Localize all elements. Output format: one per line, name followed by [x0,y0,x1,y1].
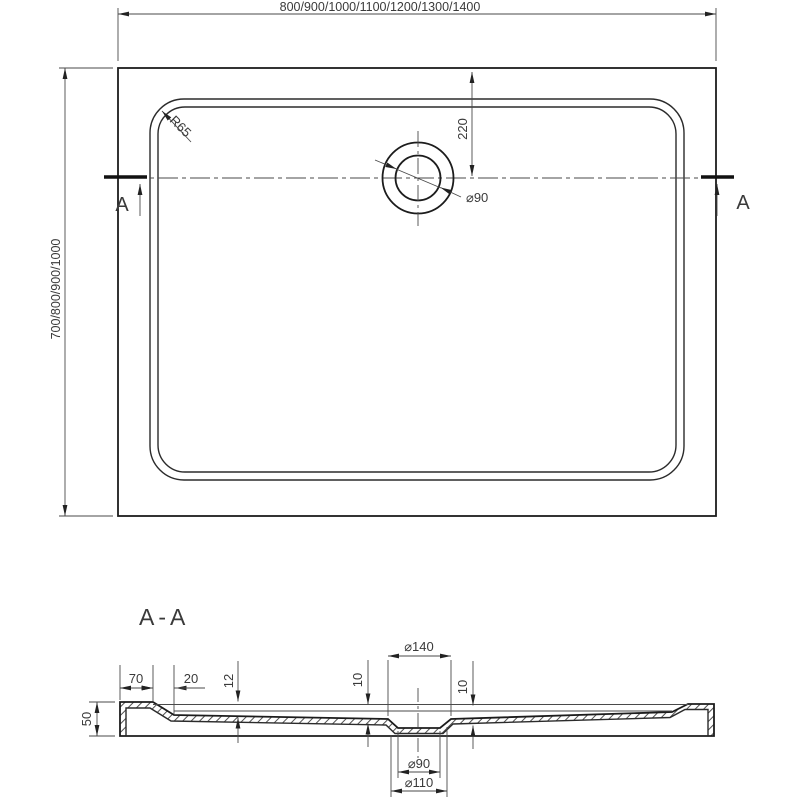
top-view [49,0,750,516]
section-title: A-A [139,604,190,630]
step-width-label: 20 [183,671,199,686]
rim-width-label: 70 [128,671,144,686]
corner-radius-label: R65 [166,112,195,140]
recess-top-label: ⌀140 [404,639,434,654]
section-letter-left: A [115,194,129,216]
drain-hole-label: ⌀90 [407,756,431,771]
drain-hole-dimension [398,731,440,778]
drain-offset-dimension [455,72,472,176]
width-dimension [118,0,716,61]
section-marker-right [701,177,750,216]
width-dimension-label: 800/900/1000/1100/1200/1300/1400 [279,0,481,14]
rim-depth-label: 12 [221,673,236,689]
section-letter-right: A [736,192,750,214]
basin-depth-left-dimension [350,660,368,747]
tray-outer-edge [118,68,716,516]
depth-dimension-label: 700/800/900/1000 [49,238,63,340]
drain-offset-label: 220 [455,118,470,140]
depth-dimension [49,68,113,516]
drain-diameter-leader [375,160,488,205]
section-view [79,604,714,797]
section-marker-left [104,177,147,216]
rim-depth-dimension [221,661,238,743]
rim-width-dimension [120,665,153,701]
recess-bottom-label: ⌀110 [404,775,434,790]
basin-depth-right-label: 10 [455,679,470,695]
tray-basin-bottom-edge [158,107,676,472]
corner-radius-leader [162,111,194,142]
drain-diameter-label: ⌀90 [466,190,489,205]
side-height-label: 50 [79,711,94,727]
side-height-dimension [79,702,115,736]
basin-depth-left-label: 10 [350,672,365,688]
